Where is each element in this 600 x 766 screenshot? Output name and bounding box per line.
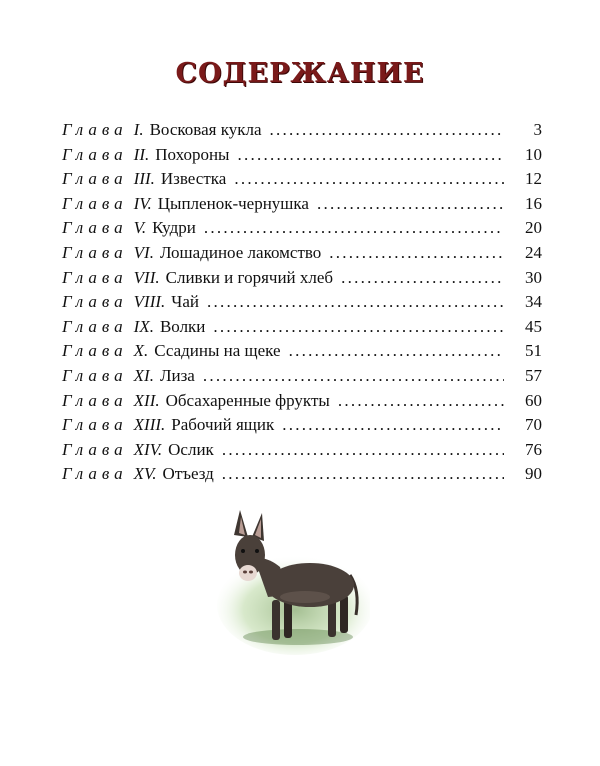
- chapter-word: Глава: [62, 341, 128, 361]
- page-number: 16: [525, 193, 542, 213]
- page-number: 45: [525, 316, 542, 336]
- toc-row: [62, 292, 542, 317]
- chapter-number: IX.: [133, 316, 154, 336]
- chapter-number: IV.: [133, 193, 152, 213]
- toc-row: [62, 391, 542, 416]
- dot-leader: [341, 268, 504, 288]
- chapter-word: Глава: [62, 464, 128, 484]
- chapter-title: Лошадиное лакомство: [159, 242, 322, 262]
- chapter-number: VIII.: [133, 292, 166, 312]
- chapter-word: Глава: [62, 144, 128, 164]
- chapter-title: Ссадины на щеке: [154, 341, 281, 361]
- chapter-title: Волки: [159, 316, 206, 336]
- donkey-illustration: [210, 505, 370, 655]
- chapter-number: III.: [133, 169, 155, 189]
- chapter-word: Глава: [62, 365, 128, 385]
- toc-row: [62, 243, 542, 268]
- dot-leader: [329, 243, 504, 263]
- chapter-word: Глава: [62, 292, 128, 312]
- toc-row: [62, 341, 542, 366]
- toc-row: [62, 415, 542, 440]
- dot-leader: [237, 145, 504, 165]
- chapter-number: II.: [133, 144, 150, 164]
- chapter-number: XII.: [133, 390, 160, 410]
- chapter-title: Лиза: [159, 365, 195, 385]
- chapter-number: I.: [133, 120, 144, 139]
- toc-row: [62, 464, 542, 489]
- chapter-number: X.: [133, 341, 149, 361]
- chapter-word: Глава: [62, 267, 128, 287]
- dot-leader: [222, 464, 504, 484]
- chapter-word: Глава: [62, 415, 128, 435]
- chapter-word: Глава: [62, 120, 128, 139]
- chapter-word: Глава: [62, 316, 128, 336]
- chapter-title: Цыпленок-чернушка: [157, 193, 309, 213]
- chapter-number: XV.: [133, 464, 157, 484]
- chapter-number: XIII.: [133, 415, 166, 435]
- dot-leader: [270, 120, 504, 140]
- chapter-title: Обсахаренные фрукты: [165, 390, 330, 410]
- chapter-title: Рабочий ящик: [171, 415, 275, 435]
- chapter-number: VII.: [133, 267, 160, 287]
- chapter-title: Сливки и горячий хлеб: [165, 267, 334, 287]
- toc-row: [62, 194, 542, 219]
- toc-row: [62, 268, 542, 293]
- dot-leader: [222, 440, 504, 460]
- dot-leader: [338, 391, 504, 411]
- chapter-number: VI.: [133, 242, 154, 262]
- page-number: 70: [525, 415, 542, 435]
- page-title: СОДЕРЖАНИЕ: [175, 58, 425, 89]
- table-of-contents: [62, 120, 542, 489]
- dot-leader: [289, 341, 504, 361]
- chapter-title: Ослик: [168, 439, 214, 459]
- dot-leader: [203, 366, 504, 386]
- chapter-word: Глава: [62, 169, 128, 189]
- page-number: 24: [525, 242, 542, 262]
- chapter-word: Глава: [62, 193, 128, 213]
- chapter-word: Глава: [62, 218, 128, 238]
- page-number: 76: [525, 439, 542, 459]
- toc-row: [62, 120, 542, 145]
- chapter-title: Кудри: [152, 218, 196, 238]
- chapter-word: Глава: [62, 390, 128, 410]
- page-number: 12: [525, 169, 542, 189]
- chapter-word: Глава: [62, 439, 128, 459]
- dot-leader: [213, 317, 504, 337]
- dot-leader: [282, 415, 504, 435]
- page-number: 34: [525, 292, 542, 312]
- toc-row: [62, 218, 542, 243]
- toc-row: [62, 169, 542, 194]
- chapter-title: Отъезд: [162, 464, 214, 484]
- chapter-number: XIV.: [133, 439, 163, 459]
- page-number: 90: [525, 464, 542, 484]
- toc-row: [62, 440, 542, 465]
- chapter-title: Восковая кукла: [149, 120, 262, 139]
- chapter-title: Чай: [171, 292, 199, 312]
- toc-row: [62, 145, 542, 170]
- page-number: 57: [525, 365, 542, 385]
- page-number: 20: [525, 218, 542, 238]
- page-number: 30: [525, 267, 542, 287]
- chapter-title: Похороны: [155, 144, 230, 164]
- dot-leader: [317, 194, 504, 214]
- chapter-word: Глава: [62, 242, 128, 262]
- toc-row: [62, 317, 542, 342]
- dot-leader: [207, 292, 504, 312]
- chapter-number: V.: [133, 218, 147, 238]
- toc-row: [62, 366, 542, 391]
- chapter-number: XI.: [133, 365, 154, 385]
- page-number: 10: [525, 144, 542, 164]
- dot-leader: [204, 218, 504, 238]
- dot-leader: [234, 169, 504, 189]
- page-number: 3: [533, 120, 542, 139]
- chapter-title: Известка: [160, 169, 227, 189]
- page-number: 60: [525, 390, 542, 410]
- page-number: 51: [525, 341, 542, 361]
